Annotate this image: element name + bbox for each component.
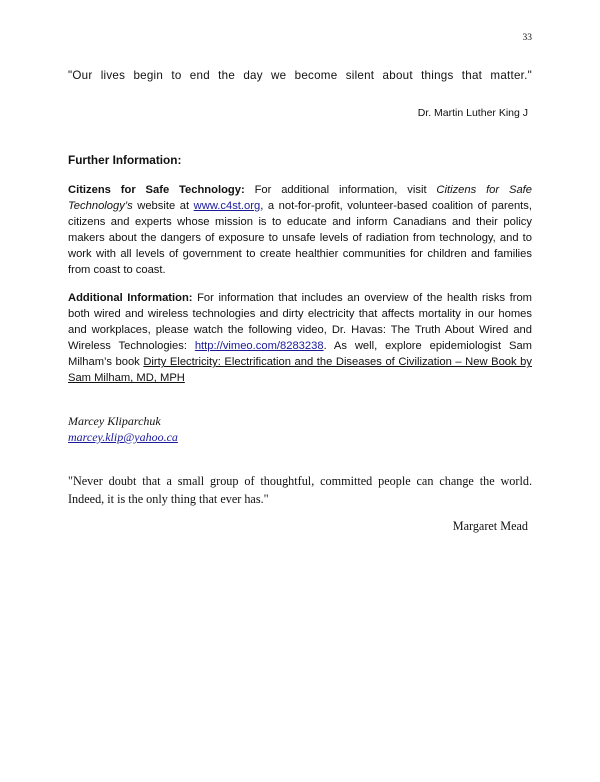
- additional-info-paragraph: [68, 290, 532, 387]
- contact-email-link[interactable]: marcey.klip@yahoo.ca: [68, 430, 178, 444]
- c4st-text-2: website at: [132, 200, 194, 213]
- additional-info-text-1: For information that includes an overview of the health risks from both wired and wireless technologies and dirty electricity that affects mortality in our homes and workplaces, please watch the following video, Dr. Havas: The Truth About Wired and Wireless Technologies:: [68, 292, 532, 353]
- further-information-heading: Further Information:: [68, 153, 182, 167]
- c4st-text-1: For additional information, visit: [244, 184, 437, 196]
- c4st-website-link[interactable]: www.c4st.org: [193, 200, 261, 213]
- contact-block: [68, 413, 178, 445]
- closing-quote: "Never doubt that a small group of thoughtful, committed people can change the world. Indeed, it is the only thing that ever has.": [68, 474, 532, 506]
- c4st-org-name: Citizens for Safe Technology’s: [68, 184, 533, 213]
- additional-info-lead: Additional Information:: [68, 292, 193, 304]
- c4st-paragraph: [68, 182, 532, 279]
- page-number: 33: [522, 33, 532, 43]
- book-link[interactable]: Dirty Electricity: Electrification and the Diseases of Civilization – New Book by Sam Milham, MD, MPH: [68, 356, 532, 385]
- opening-quote: "Our lives begin to end the day we become silent about things that matter.": [68, 69, 532, 82]
- c4st-lead: Citizens for Safe Technology:: [68, 184, 245, 196]
- c4st-text-3: , a not-for-profit, volunteer-based coalition of parents, citizens and experts whose mission is to educate and inform Canadians and their policy makers about the dangers of exposure to unsafe levels of radiation from technology, and to work with all levels of government to create healthier communities for children and families from coast to coast.: [68, 200, 532, 277]
- closing-quote-attribution: Margaret Mead: [452, 519, 528, 533]
- additional-info-text-2: . As well, explore epidemiologist Sam Milham’s book: [68, 340, 532, 369]
- contact-name: Marcey Kliparchuk: [68, 414, 161, 428]
- vimeo-video-link[interactable]: http://vimeo.com/8283238: [194, 340, 324, 353]
- opening-quote-attribution: Dr. Martin Luther King J: [417, 107, 528, 119]
